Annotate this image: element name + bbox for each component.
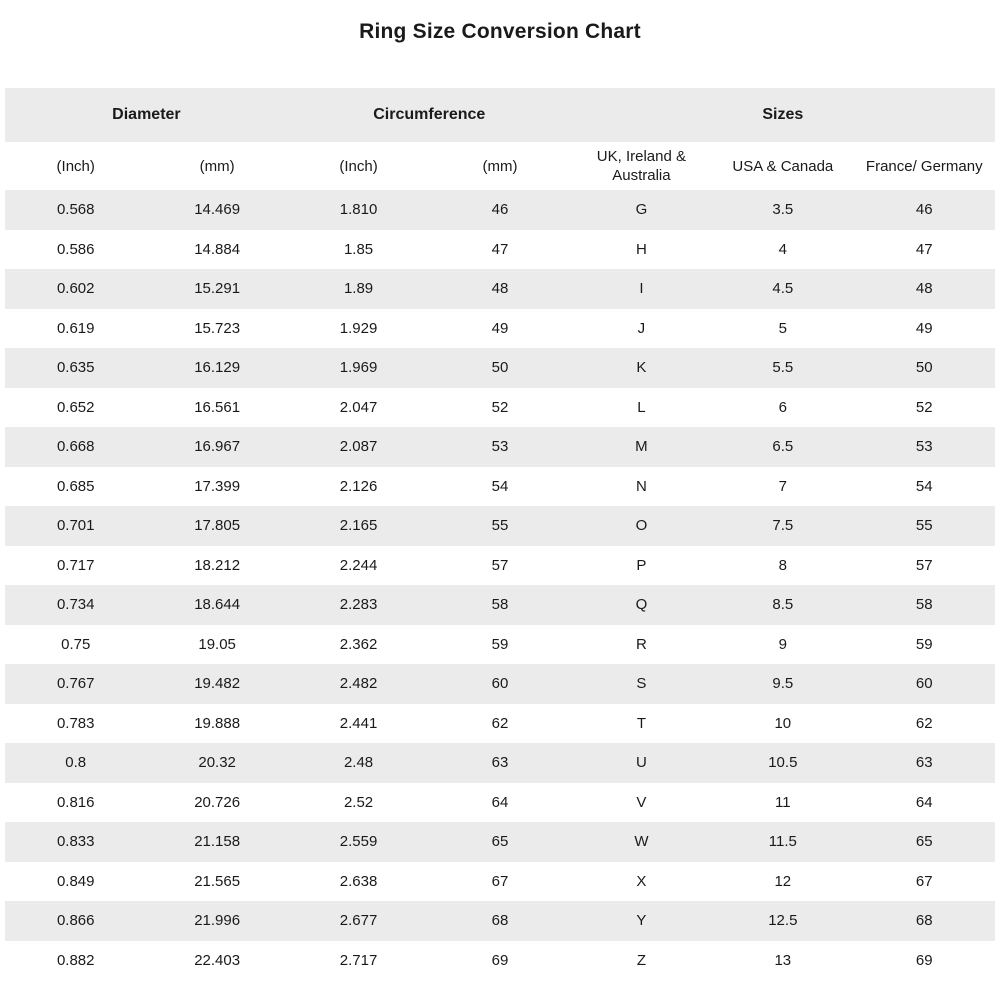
table-cell: 50 — [491, 359, 509, 377]
table-cell: 17.805 — [194, 517, 241, 535]
table-cell: 21.996 — [194, 912, 241, 930]
table-cell: 0.767 — [56, 675, 95, 693]
table-cell: 59 — [915, 635, 933, 653]
table-cell: 6 — [778, 398, 787, 416]
table-cell: 55 — [915, 517, 933, 535]
table-cell: 22.403 — [194, 951, 241, 969]
table-cell: 58 — [915, 596, 933, 614]
table-cell: 69 — [915, 951, 933, 969]
column-header-uk-ireland-australia: UK, Ireland & Australia — [571, 142, 712, 190]
table-cell: I — [639, 280, 644, 298]
table-cell: 2.244 — [339, 556, 378, 574]
table-cell: 49 — [491, 319, 509, 337]
table-cell: 7 — [778, 477, 787, 495]
table-cell: 0.882 — [56, 951, 95, 969]
table-cell: T — [636, 714, 646, 732]
table-row — [5, 269, 995, 309]
table-cell: 15.723 — [194, 319, 241, 337]
table-cell: 0.866 — [56, 912, 95, 930]
table-cell: W — [634, 833, 649, 851]
column-header-diameter-inch: (Inch) — [5, 142, 146, 190]
table-cell: 52 — [491, 398, 509, 416]
table-cell: 0.668 — [56, 438, 95, 456]
table-row — [5, 585, 995, 625]
group-header-circumference: Circumference — [288, 88, 571, 142]
table-row — [5, 704, 995, 744]
table-cell: 2.717 — [339, 951, 378, 969]
column-header-row — [5, 142, 995, 190]
table-cell: 2.126 — [339, 477, 378, 495]
table-cell: 53 — [491, 438, 509, 456]
table-cell: K — [636, 359, 647, 377]
table-row — [5, 862, 995, 902]
table-cell: 58 — [491, 596, 509, 614]
table-cell: 0.586 — [56, 240, 95, 258]
table-cell: 8.5 — [772, 596, 794, 614]
table-row — [5, 467, 995, 507]
column-header-france-germany: France/ Germany — [854, 142, 995, 190]
table-cell: 19.482 — [194, 675, 241, 693]
table-cell: 12 — [774, 872, 792, 890]
table-cell: 60 — [915, 675, 933, 693]
table-cell: 47 — [915, 240, 933, 258]
table-cell: 0.568 — [56, 201, 95, 219]
table-cell: 16.561 — [194, 398, 241, 416]
table-cell: 7.5 — [772, 517, 794, 535]
table-cell: 68 — [491, 912, 509, 930]
table-cell: 14.469 — [194, 201, 241, 219]
table-cell: 0.816 — [56, 793, 95, 811]
table-cell: 0.685 — [56, 477, 95, 495]
table-cell: 0.783 — [56, 714, 95, 732]
table-cell: 16.129 — [194, 359, 241, 377]
table-cell: 2.087 — [339, 438, 378, 456]
table-cell: 10.5 — [768, 754, 798, 772]
table-cell: 0.652 — [56, 398, 95, 416]
table-cell: 47 — [491, 240, 509, 258]
table-cell: 2.283 — [339, 596, 378, 614]
table-cell: 0.734 — [56, 596, 95, 614]
table-cell: 2.047 — [339, 398, 378, 416]
table-cell: 69 — [491, 951, 509, 969]
table-cell: 0.849 — [56, 872, 95, 890]
table-cell: 2.362 — [339, 635, 378, 653]
group-header-diameter: Diameter — [5, 88, 288, 142]
table-cell: 0.833 — [56, 833, 95, 851]
table-cell: 5.5 — [772, 359, 794, 377]
table-cell: 53 — [915, 438, 933, 456]
table-cell: 54 — [491, 477, 509, 495]
table-cell: 20.726 — [194, 793, 241, 811]
table-cell: 2.482 — [339, 675, 378, 693]
column-header-usa-canada: USA & Canada — [712, 142, 853, 190]
table-cell: 0.602 — [56, 280, 95, 298]
table-cell: 0.8 — [65, 754, 87, 772]
table-cell: 1.810 — [339, 201, 378, 219]
table-cell: 46 — [915, 201, 933, 219]
table-cell: X — [636, 872, 647, 890]
table-cell: 48 — [915, 280, 933, 298]
table-cell: 49 — [915, 319, 933, 337]
table-cell: Q — [635, 596, 648, 614]
table-row — [5, 427, 995, 467]
table-cell: 5 — [778, 319, 787, 337]
table-cell: 0.635 — [56, 359, 95, 377]
table-row — [5, 348, 995, 388]
table-cell: 10 — [774, 714, 792, 732]
table-cell: Z — [636, 951, 646, 969]
table-cell: 15.291 — [194, 280, 241, 298]
table-row — [5, 625, 995, 665]
ring-size-table — [5, 88, 995, 980]
table-cell: 55 — [491, 517, 509, 535]
table-cell: 20.32 — [198, 754, 236, 772]
table-cell: 11.5 — [768, 833, 797, 851]
table-cell: 64 — [915, 793, 933, 811]
table-cell: 1.89 — [343, 280, 374, 298]
table-cell: 57 — [491, 556, 509, 574]
table-cell: G — [635, 201, 648, 219]
group-header-row — [5, 88, 995, 142]
table-cell: 64 — [491, 793, 509, 811]
table-row — [5, 309, 995, 349]
table-cell: J — [637, 319, 646, 337]
table-head — [5, 88, 995, 190]
column-header-circumference-mm: (mm) — [429, 142, 570, 190]
table-cell: 11 — [775, 793, 791, 811]
table-cell: Y — [636, 912, 647, 930]
table-cell: 2.677 — [339, 912, 378, 930]
table-cell: 63 — [915, 754, 933, 772]
table-cell: 46 — [491, 201, 509, 219]
table-cell: N — [635, 477, 647, 495]
table-cell: 0.75 — [61, 635, 91, 653]
table-cell: 59 — [491, 635, 509, 653]
table-cell: 63 — [491, 754, 509, 772]
table-cell: 50 — [915, 359, 933, 377]
table-cell: 2.52 — [343, 793, 374, 811]
table-cell: 14.884 — [194, 240, 241, 258]
table-cell: 0.717 — [56, 556, 95, 574]
table-row — [5, 664, 995, 704]
table-cell: S — [636, 675, 647, 693]
table-cell: 57 — [915, 556, 933, 574]
table-cell: 65 — [915, 833, 933, 851]
table-row — [5, 230, 995, 270]
table-cell: U — [635, 754, 647, 772]
table-cell: 21.158 — [194, 833, 241, 851]
table-cell: 18.644 — [194, 596, 241, 614]
table-cell: 16.967 — [194, 438, 241, 456]
table-cell: P — [636, 556, 647, 574]
page-title: Ring Size Conversion Chart — [359, 20, 641, 43]
table-cell: R — [635, 635, 647, 653]
table-cell: 52 — [915, 398, 933, 416]
table-cell: 4 — [778, 240, 787, 258]
table-cell: 3.5 — [772, 201, 794, 219]
table-cell: 2.638 — [339, 872, 378, 890]
table-cell: 48 — [491, 280, 509, 298]
table-cell: 6.5 — [772, 438, 794, 456]
table-cell: 2.48 — [343, 754, 374, 772]
table-cell: 18.212 — [194, 556, 241, 574]
table-row — [5, 783, 995, 823]
table-row — [5, 822, 995, 862]
table-cell: 8 — [778, 556, 787, 574]
table-cell: 0.619 — [56, 319, 95, 337]
table-cell: 9.5 — [772, 675, 794, 693]
table-row — [5, 743, 995, 783]
table-cell: 4.5 — [772, 280, 794, 298]
table-cell: 19.888 — [194, 714, 241, 732]
table-cell: 68 — [915, 912, 933, 930]
table-cell: 2.165 — [339, 517, 378, 535]
table-cell: 65 — [491, 833, 509, 851]
table-cell: 2.441 — [339, 714, 378, 732]
table-row — [5, 901, 995, 941]
table-cell: M — [635, 438, 648, 456]
table-cell: 60 — [491, 675, 509, 693]
table-row — [5, 941, 995, 981]
table-cell: 19.05 — [198, 635, 236, 653]
table-cell: 62 — [915, 714, 933, 732]
table-cell: V — [636, 793, 647, 811]
table-cell: H — [635, 240, 647, 258]
table-row — [5, 190, 995, 230]
table-body — [5, 190, 995, 980]
table-row — [5, 388, 995, 428]
table-cell: L — [637, 398, 646, 416]
table-cell: 62 — [491, 714, 509, 732]
table-cell: 13 — [774, 951, 792, 969]
table-cell: O — [635, 517, 648, 535]
table-cell: 0.701 — [56, 517, 95, 535]
table-cell: 67 — [915, 872, 933, 890]
table-row — [5, 506, 995, 546]
column-header-circumference-inch: (Inch) — [288, 142, 429, 190]
table-cell: 21.565 — [194, 872, 241, 890]
table-cell: 9 — [778, 635, 787, 653]
table-cell: 17.399 — [194, 477, 241, 495]
group-header-sizes: Sizes — [571, 88, 995, 142]
table-cell: 1.929 — [339, 319, 378, 337]
table-cell: 2.559 — [339, 833, 378, 851]
column-header-diameter-mm: (mm) — [146, 142, 287, 190]
table-row — [5, 546, 995, 586]
table-cell: 12.5 — [768, 912, 798, 930]
table-cell: 1.85 — [343, 240, 374, 258]
table-cell: 1.969 — [339, 359, 378, 377]
table-cell: 67 — [491, 872, 509, 890]
table-cell: 54 — [915, 477, 933, 495]
